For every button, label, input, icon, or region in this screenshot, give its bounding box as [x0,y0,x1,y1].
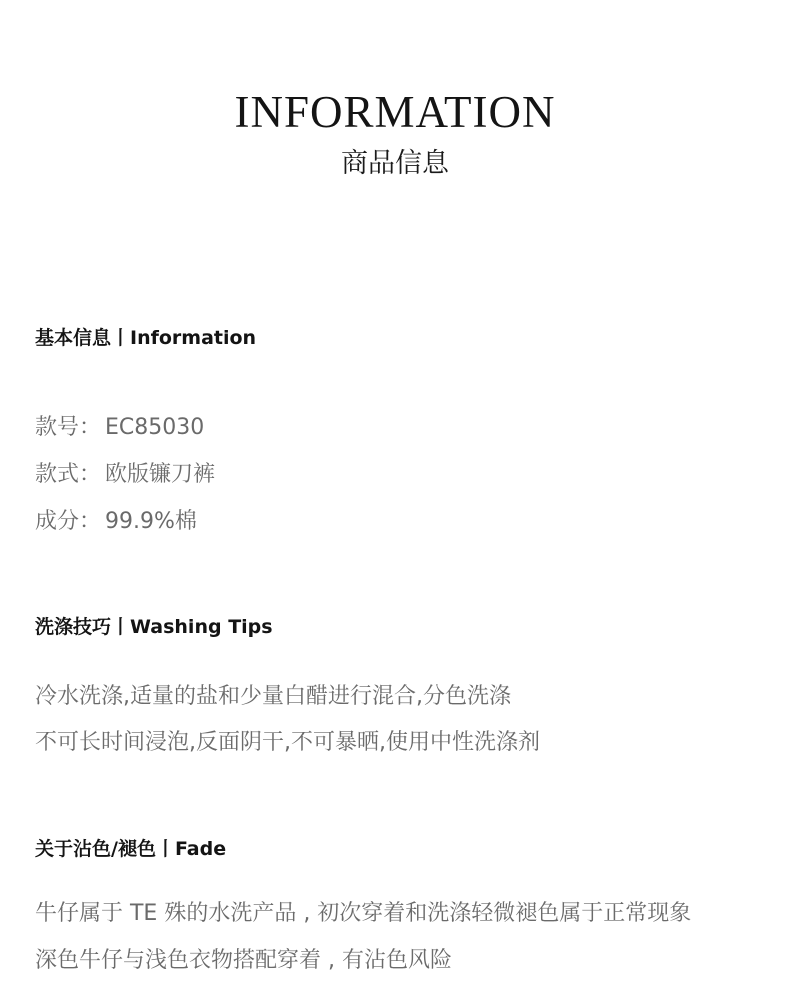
info-row-style-number [35,413,204,443]
info-row-style [35,460,215,490]
info-label: 成分： [35,509,102,534]
info-value: 99.9%棉 [105,509,197,534]
washing-tips-heading: 洗涤技巧丨Washing Tips [35,616,273,638]
page-title-en: INFORMATION [234,87,556,137]
fade-note-line: 牛仔属于 TE 殊的水洗产品 , 初次穿着和洗涤轻微褪色属于正常现象 [35,901,692,926]
info-row-composition [35,507,197,537]
info-label: 款号： [35,415,102,440]
info-label: 款式： [35,462,102,487]
page-title-cn: 商品信息 [341,148,449,179]
fade-heading: 关于沾色/褪色丨Fade [35,838,227,860]
washing-tip-line: 不可长时间浸泡,反面阴干,不可暴晒,使用中性洗涤剂 [35,730,540,755]
fade-note-line: 深色牛仔与浅色衣物搭配穿着 , 有沾色风险 [35,948,452,973]
washing-tip-line: 冷水洗涤,适量的盐和少量白醋进行混合,分色洗涤 [35,684,511,709]
info-value: EC85030 [105,415,205,440]
info-value: 欧版镰刀裤 [105,462,216,487]
basic-info-heading: 基本信息丨Information [35,327,257,349]
